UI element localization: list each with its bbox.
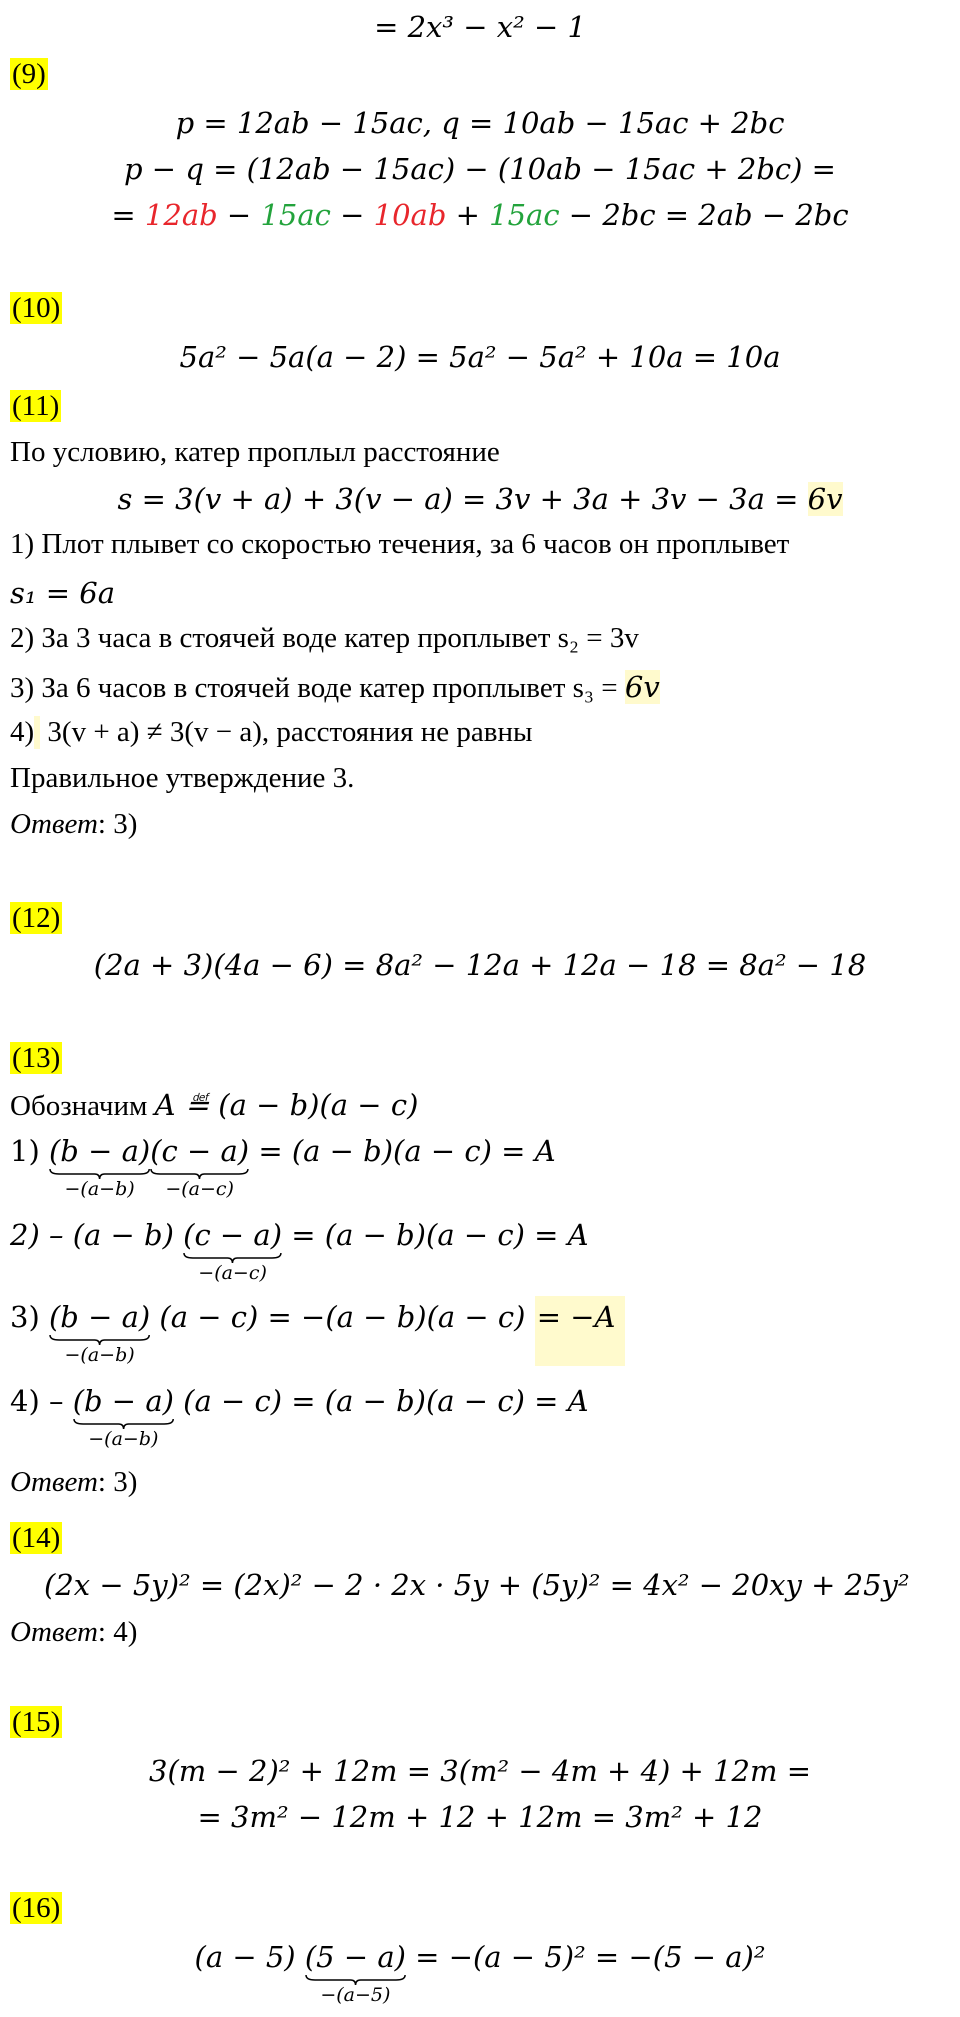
problem-11-item2: 2) За 3 часа в стоячей воде катер проплывет s₂ = 3v (10, 622, 639, 654)
problem-15-tag: (15) (12, 1706, 61, 1738)
problem-14-line1: (2x − 5y)² = (2x)² − 2 · 2x · 5y + (5y)² = 4x² − 20xy + 25y² (44, 1568, 910, 1602)
problem-11-item4: 4) 3(v + a) ≠ 3(v − a), расстояния не равны (10, 716, 533, 748)
underbrace-3a: (b − a) −(a−b) (48, 1300, 151, 1366)
problem-16-line1: (a − 5) (5 − a) −(a−5) = −(a − 5)² = −(5 − a)² (194, 1940, 766, 2006)
term-red-12ab: 12ab (144, 198, 218, 232)
problem-10-tag: (10) (12, 292, 61, 324)
problem-13-answer: Ответ: 3) (10, 1466, 138, 1498)
underbrace-4a: (b − a) −(a−b) (72, 1384, 174, 1450)
highlight-minus-a: = −A (535, 1296, 626, 1366)
problem-11-conclusion: Правильное утверждение 3. (10, 762, 355, 794)
problem-13-tag: (13) (12, 1042, 61, 1074)
problem-11-item1: 1) Плот плывет со скоростью течения, за 6 часов он проплывет (10, 528, 790, 560)
problem-13-row3: 3) (b − a) −(a−b) (a − c) = −(a − b)(a − c) = −A (10, 1300, 625, 1346)
problem-13-row4: 4) – (b − a) −(a−b) (a − c) = (a − b)(a − c) = A (10, 1384, 589, 1450)
problem-11-item1b: s₁ = 6a (10, 576, 115, 610)
problem-11-answer: Ответ: 3) (10, 808, 138, 840)
problem-16-tag: (16) (12, 1892, 61, 1924)
problem-15-line1: 3(m − 2)² + 12m = 3(m² − 4m + 4) + 12m = (149, 1754, 811, 1788)
problem-14-answer: Ответ: 4) (10, 1616, 138, 1648)
problem-12-tag: (12) (12, 902, 61, 934)
underbrace-16: (5 − a) −(a−5) (304, 1940, 406, 2006)
problem-9-line1: p = 12ab − 15ac, q = 10ab − 15ac + 2bc (175, 106, 785, 140)
problem-9-line3: = 12ab − 15ac − 10ab + 15ac − 2bc = 2ab − 2bc (111, 198, 849, 232)
problem-12-line1: (2a + 3)(4a − 6) = 8a² − 12a + 12a − 18 = 8a² − 18 (93, 948, 867, 982)
term-green-15ac-2: 15ac (489, 198, 560, 232)
problem-11-equation: s = 3(v + a) + 3(v − a) = 3v + 3a + 3v − 3a = 6v (117, 482, 843, 516)
underbrace-1a: (b − a) −(a−b) (48, 1134, 151, 1200)
problem-11-intro: По условию, катер проплыл расстояние (10, 436, 500, 468)
problem-13-row1: 1) (b − a) −(a−b) (c − a) −(a−c) = (a − b)(a − c) = A (10, 1134, 556, 1200)
term-red-10ab: 10ab (373, 198, 447, 232)
problem-11-item3: 3) За 6 часов в стоячей воде катер проплывет s₃ = 6v (10, 670, 660, 704)
underbrace-2a: (c − a) −(a−c) (183, 1218, 283, 1284)
problem-13-intro: Обозначим A ≝ (a − b)(a − c) (10, 1088, 419, 1122)
underbrace-1b: (c − a) −(a−c) (150, 1134, 250, 1200)
problem-13-row2: 2) – (a − b) (c − a) −(a−c) = (a − b)(a − c) = A (10, 1218, 589, 1284)
problem-9-tag: (9) (12, 58, 46, 90)
problem-11-tag: (11) (12, 390, 60, 422)
problem-14-tag: (14) (12, 1522, 61, 1554)
problem-10-line1: 5a² − 5a(a − 2) = 5a² − 5a² + 10a = 10a (179, 340, 781, 374)
top-equation: = 2x³ − x² − 1 (374, 10, 586, 44)
term-green-15ac: 15ac (260, 198, 331, 232)
problem-15-line2: = 3m² − 12m + 12 + 12m = 3m² + 12 (197, 1800, 763, 1834)
problem-9-line2: p − q = (12ab − 15ac) − (10ab − 15ac + 2bc) = (124, 152, 836, 186)
